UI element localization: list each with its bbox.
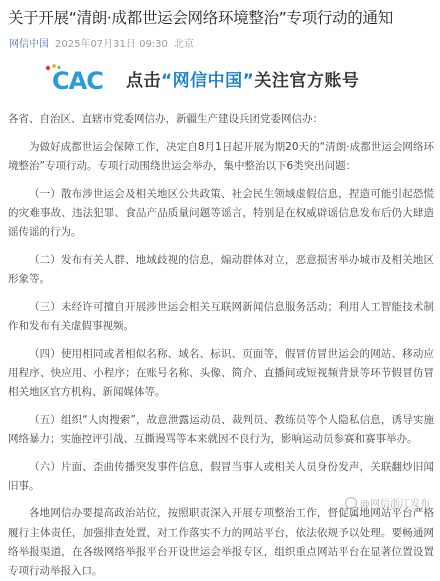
item-3: （三）未经许可擅自开展涉世运会相关互联网新闻信息服务活动；利用人工智能技术制作和发布有关虚假事视频。 bbox=[8, 300, 434, 332]
banner-text bbox=[126, 66, 359, 91]
watermark-text: @网信浙江发布 bbox=[360, 499, 430, 510]
article-source-link[interactable]: 网信中国 bbox=[9, 39, 49, 50]
article-location: 北京 bbox=[173, 39, 194, 50]
article-body bbox=[8, 110, 434, 581]
article-datetime: 2025年07月31日 09:30 bbox=[55, 39, 168, 50]
item-4: （四）使用相同或者相似名称、域名、标识、页面等，假冒仿冒世运会的网站、移动应用程序、快应用、小程序；在账号名称、头像、简介、直播间或短视频背景等环节假冒仿冒相关地区官方机构、新闻媒体等。 bbox=[8, 347, 434, 398]
banner-prefix: 点击 bbox=[126, 70, 161, 91]
closing-paragraph: 各地网信办要提高政治站位，按照职责深入开展专项整治工作，督促属地网站平台严格履行主体责任，加强排查处置，对工作落实不力的网站平台，依法依规予以处理。要畅通网络举报渠道，在各级网络举报平台开设世运会举报专区，组织重点网站平台在显著位置设置专项行动举报入口。 bbox=[8, 507, 434, 578]
cac-logo bbox=[44, 63, 118, 93]
article-meta bbox=[9, 35, 194, 50]
item-2: （二）发布有关人群、地域歧视的信息，煽动群体对立，恶意损害举办城市及相关地区形象等。 bbox=[8, 253, 434, 285]
follow-banner[interactable] bbox=[44, 60, 396, 96]
item-1: （一）散布涉世运会及相关地区公共政策、社会民生领域虚假信息，捏造可能引起恐慌的灾难事故、违法犯罪、食品产品质量问题等谣言，特别是在权威辟谣信息发布后仍大肆造谣传谣的行为。 bbox=[8, 187, 434, 239]
banner-highlight: “网信中国” bbox=[161, 70, 255, 91]
weibo-icon bbox=[345, 497, 357, 509]
article-title: 关于开展“清朗·成都世运会网络环境整治”专项行动的通知 bbox=[8, 9, 393, 27]
logo-text: CAC bbox=[52, 67, 103, 95]
salutation: 各省、自治区、直辖市党委网信办，新疆生产建设兵团党委网信办： bbox=[8, 113, 323, 125]
item-5: （五）组织“人肉搜索”，故意泄露运动员、裁判员、教练员等个人隐私信息，诱导实施网络暴力；实施控评引战、互撕谩骂等本来就因不良行为，影响运动员参赛和赛事举办。 bbox=[8, 413, 434, 445]
item-6: （六）片面、歪曲传播突发事件信息，假冒当事人或相关人员身份发声，关联翻炒旧闻旧事。 bbox=[8, 460, 434, 492]
intro-paragraph: 为做好成都世运会保障工作，决定自8月1日起开展为期20天的“清朗·成都世运会网络环境整治”专项行动。专项行动围绕世运会举办，集中整治以下6类突出问题： bbox=[8, 140, 434, 172]
watermark bbox=[345, 495, 430, 510]
banner-suffix: 关注官方账号 bbox=[254, 70, 360, 91]
